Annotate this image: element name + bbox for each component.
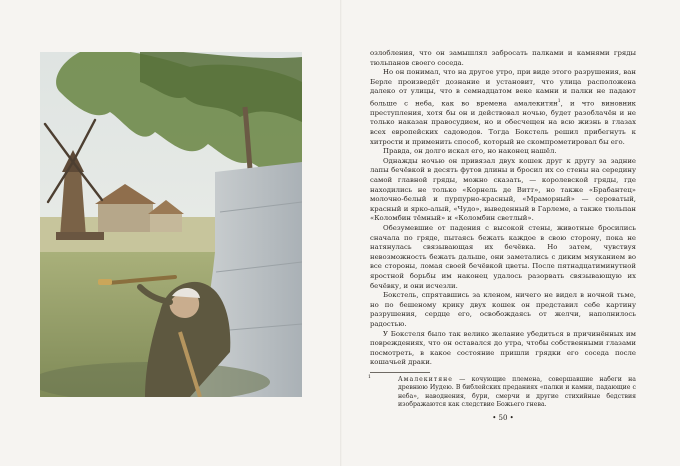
main-text bbox=[370, 49, 636, 368]
illustration bbox=[40, 52, 302, 397]
book-gutter bbox=[340, 0, 342, 466]
paragraph: Однажды ночью он привязал двух кошек друг к другу за задние лапы бечёвкой в десять футов длины и бросил их со стены на середину самой главной гряды, можно сказать, — королевской гряды, где находились не только «Корнель де Витт», но также «Брабантец» молочно-белый и пурпурно-красный, «Мраморный» — сероватый, красный и ярко-алый, «Чудо», выведенный в Гарлеме, а также тюльпан «Коломбин тёмный» и «Коломбин светлый». bbox=[370, 156, 636, 223]
footnote-body bbox=[370, 376, 636, 409]
footnote-text: — кочующие племена, совершавшие набеги на древнюю Иудею. В библейских преданиях «палки и камни, падающие с неба», наводнения, бури, смерчи и другие стихийные бедствия изображаются как следствие Божьего гнева. bbox=[398, 376, 636, 408]
footnote-term: Амалекитяне bbox=[398, 376, 453, 383]
footnote-mark: 1 bbox=[368, 375, 371, 380]
footnote-reference[interactable]: 1 bbox=[557, 98, 561, 104]
footnote-divider bbox=[370, 372, 430, 373]
page-number: • 50 • bbox=[492, 414, 514, 422]
paragraph-text: Но он понимал, что на другое утро, при виде этого разрушения, ван Берле произведёт дознание и установит, что улица расположена далеко от улицы, что в семнадцатом веке камни и палки не падают больше с неба, как во времена амалекитян bbox=[370, 68, 636, 108]
paragraph-text-continued: , и что виновник преступления, хотя бы он и действовал ночью, будет разоблачён и не только наказан правосудием, но и обесчещен на всю жизнь в глазах всех европейских садоводов. Тогда Бокстель решил прибегнуть к хитрости и применить способ, который не скомпрометировал бы его. bbox=[370, 99, 636, 146]
paragraph: Обезумевшие от падения с высокой стены, животные бросились сначала по гряде, пытаясь бежать каждое в свою сторону, пока не натянулась связывающая их бечёвка. Но затем, чувствуя невозможность бежать дальше, они заметались с диким мяуканием во все стороны, ломая своей бечёвкой цветы. После пятнадцатиминутной яростной борьбы им наконец удалось разорвать связывающую их бечёвку, и они исчезли. bbox=[370, 223, 636, 290]
paragraph: Бокстель, спрятавшись за кленом, ничего не видел в ночной тьме, но по бешеному крику двух кошек он представил себе картину разрушения, сердце его, освобождаясь от желчи, наполнилось радостью. bbox=[370, 291, 636, 328]
footnote bbox=[370, 376, 636, 409]
paragraph: У Бокстеля было так велико желание убедиться в причинённых им повреждениях, что он оставался до утра, чтобы собственными глазами посмотреть, в какое состояние пришли грядки его соседа после кошачьей драки. bbox=[370, 329, 636, 367]
paragraph bbox=[370, 68, 636, 147]
paragraph: Правда, он долго искал его, но наконец нашёл. bbox=[383, 147, 557, 156]
illustration-artwork bbox=[40, 52, 302, 397]
paragraph: озлобления, что он замышлял забросать палками и камнями гряды тюльпанов своего соседа. bbox=[370, 49, 636, 67]
